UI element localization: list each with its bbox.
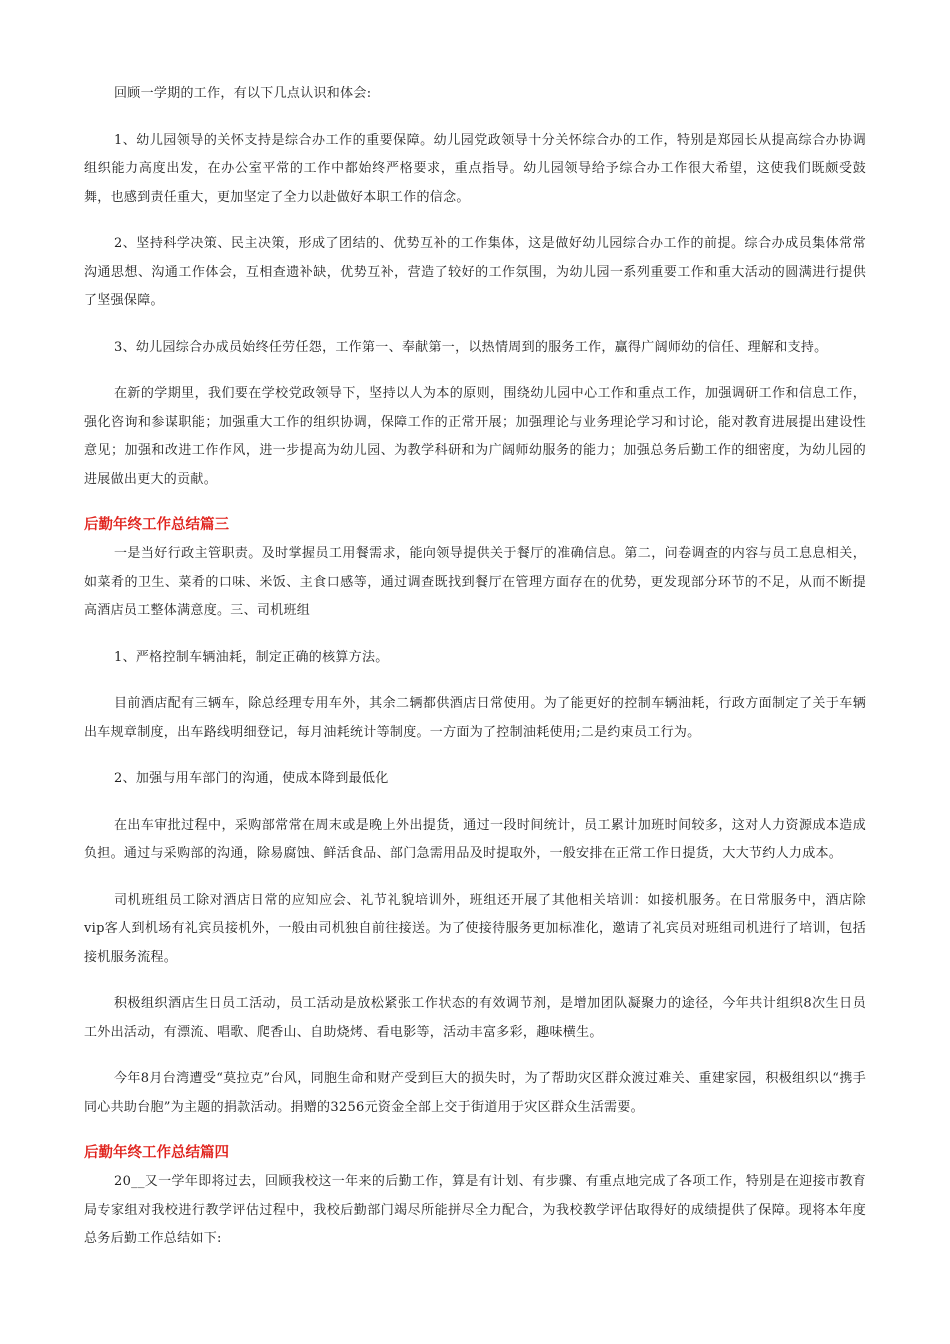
point-1-paragraph: 1、幼儿园领导的关怀支持是综合办工作的重要保障。幼儿园党政领导十分关怀综合办的工作，特别是郑园长从提高综合办协调组织能力高度出发，在办公室平常的工作中都始终严格要求，重点指导。幼儿园领导给予综合办工作很大希望，这使我们既颇受鼓舞，也感到责任重大，更加坚定了全力以赴做好本职工作的信念。: [84, 132, 866, 205]
vehicles-paragraph: 目前酒店配有三辆车，除总经理专用车外，其余二辆都供酒店日常使用。为了能更好的控制车辆油耗，行政方面制定了关于车辆出车规章制度，出车路线明细登记，每月油耗统计等制度。一方面为了控制油耗使用;二是约束员工行为。: [84, 696, 866, 740]
driver-training-paragraph: 司机班组员工除对酒店日常的应知应会、礼节礼貌培训外，班组还开展了其他相关培训：如接机服务。在日常服务中，酒店除vip客人到机场有礼宾员接机外，一般由司机独自前往接送。为了使接待服务更加标准化，邀请了礼宾员对班组司机进行了培训，包括接机服务流程。: [84, 892, 866, 965]
section-4-heading: 后勤年终工作总结篇四: [84, 1145, 229, 1161]
approval-paragraph: 在出车审批过程中，采购部常常在周末或是晚上外出提货，通过一段时间统计，员工累计加班时间较多，这对人力资源成本造成负担。通过与采购部的沟通，除易腐蚀、鲜活食品、部门急需用品及时提取外，一般安排在正常工作日提货，大大节约人力成本。: [84, 817, 866, 861]
point-2-paragraph: 2、坚持科学决策、民主决策，形成了团结的、优势互补的工作集体，这是做好幼儿园综合办工作的前提。综合办成员集体常常沟通思想、沟通工作体会，互相查遗补缺，优势互补，营造了较好的工作氛围，为幼儿园一系列重要工作和重大活动的圆满进行提供了坚强保障。: [84, 236, 866, 308]
fuel-control-paragraph: 1、严格控制车辆油耗，制定正确的核算方法。: [114, 649, 389, 665]
intro-paragraph: 回顾一学期的工作，有以下几点认识和体会:: [114, 86, 372, 101]
point-3-paragraph: 3、幼儿园综合办成员始终任劳任怨，工作第一、奉献第一，以热情周到的服务工作，赢得广阔师幼的信任、理解和支持。: [114, 339, 828, 355]
birthday-activity-paragraph: 积极组织酒店生日员工活动，员工活动是放松紧张工作状态的有效调节剂，是增加团队凝聚力的途径，今年共计组织8次生日员工外出活动，有漂流、唱歌、爬香山、自助烧烤、看电影等，活动丰富多彩，趣味横生。: [84, 996, 866, 1040]
section-3-heading: 后勤年终工作总结篇三: [84, 517, 229, 533]
section-4-intro-paragraph: 20__又一学年即将过去，回顾我校这一年来的后勤工作，算是有计划、有步骤、有重点地完成了各项工作，特别是在迎接市教育局专家组对我校进行教学评估过程中，我校后勤部门竭尽所能拼尽全力配合，为我校教学评估取得好的成绩提供了保障。现将本年度总务后勤工作总结如下:: [84, 1174, 866, 1246]
donation-paragraph: 今年8月台湾遭受“莫拉克”台风，同胞生命和财产受到巨大的损失时，为了帮助灾区群众渡过难关、重建家园，积极组织以“携手同心共助台胞”为主题的捐款活动。捐赠的3256元资金全部上交于街道用于灾区群众生活需要。: [84, 1071, 866, 1115]
new-term-paragraph: 在新的学期里，我们要在学校党政领导下，坚持以人为本的原则，围绕幼儿园中心工作和重点工作，加强调研工作和信息工作，强化咨询和参谋职能；加强重大工作的组织协调，保障工作的正常开展；加强理论与业务理论学习和讨论，能对教育进展提出建设性意见；加强和改进工作作风，进一步提高为幼儿园、为教学科研和为广阔师幼服务的能力；加强总务后勤工作的细密度，为幼儿园的进展做出更大的贡献。: [84, 386, 866, 487]
section-3-intro-paragraph: 一是当好行政主管职责。及时掌握员工用餐需求，能向领导提供关于餐厅的准确信息。第二，问卷调查的内容与员工息息相关，如菜肴的卫生、菜肴的口味、米饭、主食口感等，通过调查既找到餐厅在管理方面存在的优势，更发现部分环节的不足，从而不断提高酒店员工整体满意度。三、司机班组: [84, 546, 866, 618]
communication-paragraph: 2、加强与用车部门的沟通，使成本降到最低化: [114, 771, 389, 786]
